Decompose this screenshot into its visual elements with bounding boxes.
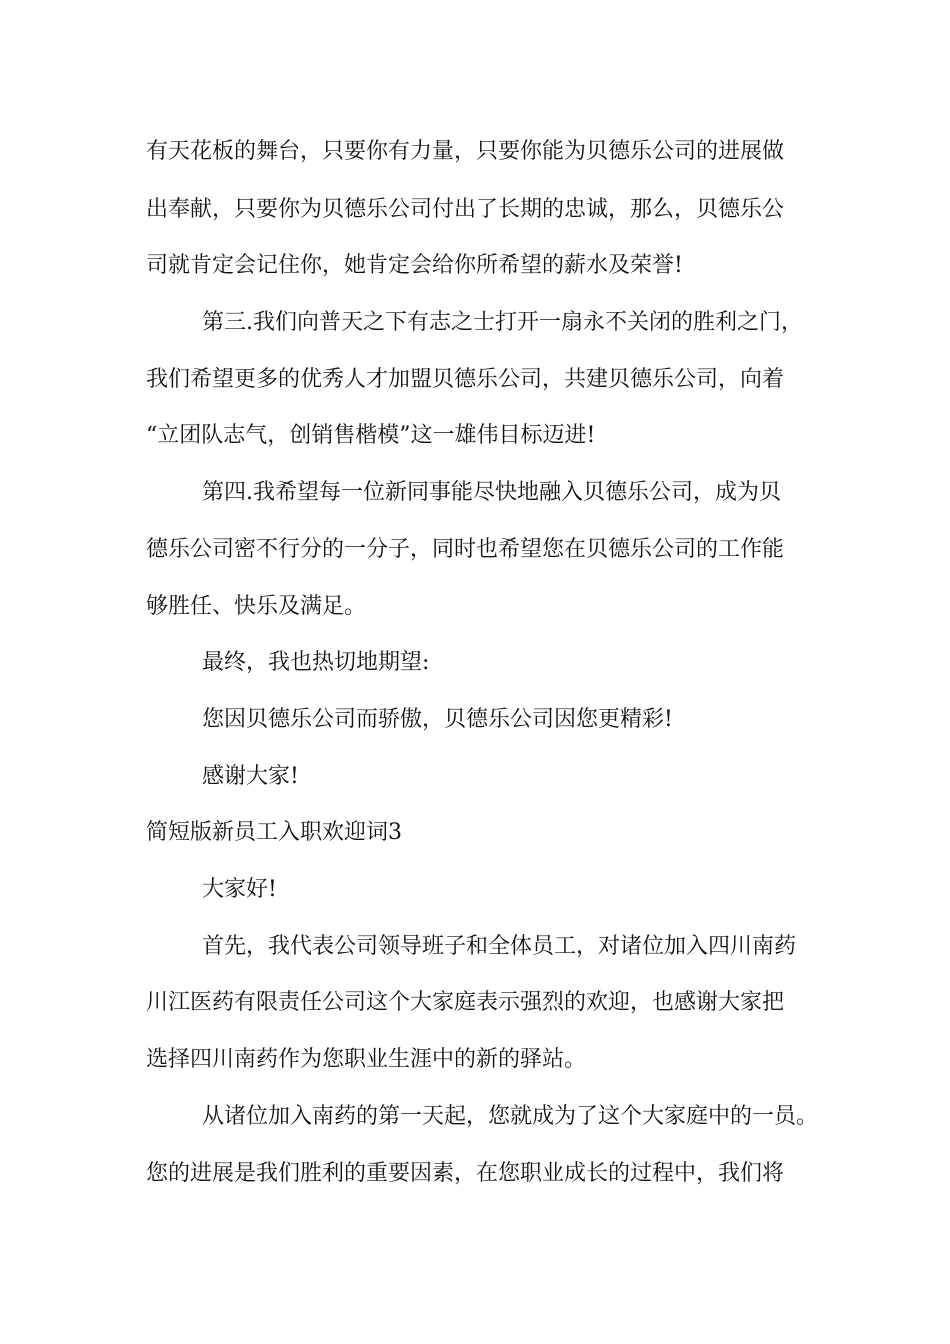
paragraph-line: 第三.我们向普天之下有志之士打开一扇永不关闭的胜利之门， bbox=[202, 310, 803, 335]
paragraph-line: 有天花板的舞台，只要你有力量，只要你能为贝德乐公司的进展做 bbox=[146, 139, 785, 164]
paragraph-line: 最终，我也热切地期望: bbox=[202, 650, 430, 675]
paragraph-line: 大家好! bbox=[202, 877, 277, 902]
paragraph-line: 您因贝德乐公司而骄傲，贝德乐公司因您更精彩! bbox=[202, 707, 673, 732]
paragraph-line: 川江医药有限责任公司这个大家庭表示强烈的欢迎，也感谢大家把 bbox=[146, 990, 785, 1015]
paragraph-line: 选择四川南药作为您职业生涯中的新的驿站。 bbox=[146, 1047, 587, 1072]
paragraph-line: 出奉献，只要你为贝德乐公司付出了长期的忠诚，那么，贝德乐公 bbox=[146, 197, 785, 222]
section-heading: 简短版新员工入职欢迎词3 bbox=[146, 820, 402, 845]
paragraph-line: 第四.我希望每一位新同事能尽快地融入贝德乐公司，成为贝 bbox=[202, 480, 781, 505]
paragraph-line: 您的进展是我们胜利的重要因素，在您职业成长的过程中，我们将 bbox=[146, 1161, 785, 1186]
paragraph-line: “立团队志气，创销售楷模”这一雄伟目标迈进! bbox=[146, 423, 596, 448]
paragraph-line: 我们希望更多的优秀人才加盟贝德乐公司，共建贝德乐公司，向着 bbox=[146, 367, 785, 392]
paragraph-line: 德乐公司密不行分的一分子，同时也希望您在贝德乐公司的工作能 bbox=[146, 537, 785, 562]
paragraph-line: 感谢大家! bbox=[202, 764, 299, 789]
paragraph-line: 首先，我代表公司领导班子和全体员工，对诸位加入四川南药 bbox=[202, 934, 797, 959]
paragraph-line: 从诸位加入南药的第一天起，您就成为了这个大家庭中的一员。 bbox=[202, 1104, 819, 1129]
paragraph-line: 司就肯定会记住你，她肯定会给你所希望的薪水及荣誉! bbox=[146, 253, 683, 278]
paragraph-line: 够胜任、快乐及满足。 bbox=[146, 594, 367, 619]
